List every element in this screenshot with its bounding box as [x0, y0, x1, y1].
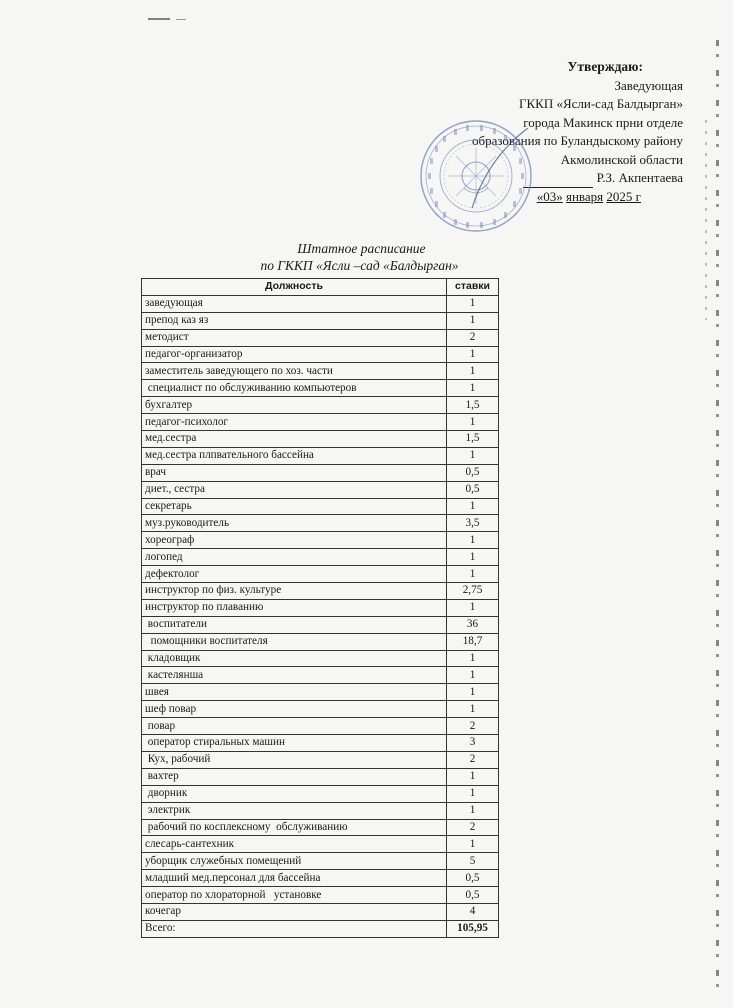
rate-cell: 18,7	[447, 633, 499, 650]
table-row	[142, 718, 499, 735]
rate-cell: 0,5	[447, 464, 499, 481]
table-row	[142, 464, 499, 481]
position-cell: логопед	[142, 549, 447, 566]
table-row	[142, 329, 499, 346]
position-cell: врач	[142, 464, 447, 481]
rate-cell: 2	[447, 751, 499, 768]
scan-edge-artifact	[716, 40, 719, 1000]
position-cell: оператор стиральных машин	[142, 735, 447, 752]
position-cell: слесарь-сантехник	[142, 836, 447, 853]
position-cell: помощники воспитателя	[142, 633, 447, 650]
rate-cell: 1	[447, 380, 499, 397]
position-cell: педагог-психолог	[142, 414, 447, 431]
position-cell: шеф повар	[142, 701, 447, 718]
rate-cell: 0,5	[447, 481, 499, 498]
position-cell: заместитель заведующего по хоз. части	[142, 363, 447, 380]
table-row	[142, 887, 499, 904]
total-value: 105,95	[447, 920, 499, 937]
date-year: 2025 г	[606, 188, 641, 204]
rate-cell: 1	[447, 498, 499, 515]
table-row	[142, 633, 499, 650]
table-row	[142, 346, 499, 363]
approval-signer: Р.З. Акпентаева	[596, 170, 683, 185]
rate-cell: 1	[447, 667, 499, 684]
rate-cell: 1,5	[447, 431, 499, 448]
rate-cell: 2	[447, 718, 499, 735]
position-cell: швея	[142, 684, 447, 701]
table-body	[142, 295, 499, 937]
position-cell: кочегар	[142, 903, 447, 920]
position-cell: дворник	[142, 785, 447, 802]
title-line-2: по ГККП «Ясли –сад «Балдырган»	[260, 258, 459, 273]
table-row	[142, 870, 499, 887]
rate-cell: 3	[447, 735, 499, 752]
rate-cell: 1	[447, 363, 499, 380]
rate-cell: 5	[447, 853, 499, 870]
position-cell: мед.сестра	[142, 431, 447, 448]
date-month: января	[566, 188, 604, 204]
rate-cell: 2,75	[447, 583, 499, 600]
rate-cell: 1	[447, 701, 499, 718]
table-row	[142, 515, 499, 532]
table-row	[142, 397, 499, 414]
rate-cell: 1	[447, 768, 499, 785]
position-cell: мед.сестра плпвательного бассейна	[142, 447, 447, 464]
table-row	[142, 684, 499, 701]
table-row	[142, 667, 499, 684]
table-row	[142, 836, 499, 853]
total-row	[142, 920, 499, 937]
approval-org: ГККП «Ясли-сад Балдырган»	[518, 96, 683, 111]
date-day: «03»	[536, 188, 563, 204]
position-cell: электрик	[142, 802, 447, 819]
position-cell: хореограф	[142, 532, 447, 549]
rate-cell: 2	[447, 329, 499, 346]
position-cell: специалист по обслуживанию компьютеров	[142, 380, 447, 397]
table-row	[142, 566, 499, 583]
position-cell: педагог-организатор	[142, 346, 447, 363]
staff-table	[141, 278, 499, 938]
position-cell: кладовщик	[142, 650, 447, 667]
position-cell: инструктор по плаванию	[142, 599, 447, 616]
approval-role: Заведующая	[614, 77, 683, 93]
table-row	[142, 380, 499, 397]
rate-cell: 1	[447, 346, 499, 363]
table-row	[142, 819, 499, 836]
table-row	[142, 414, 499, 431]
scan-mark	[176, 19, 186, 20]
rate-cell: 1	[447, 549, 499, 566]
rate-cell: 1	[447, 802, 499, 819]
approval-region: Акмолинской области	[560, 151, 683, 167]
total-label: Всего:	[142, 920, 447, 937]
rate-cell: 3,5	[447, 515, 499, 532]
rate-cell: 1,5	[447, 397, 499, 414]
position-cell: препод каз яз	[142, 312, 447, 329]
rate-cell: 1	[447, 684, 499, 701]
position-cell: кастелянша	[142, 667, 447, 684]
table-row	[142, 295, 499, 312]
position-cell: диет., сестра	[142, 481, 447, 498]
table-row	[142, 785, 499, 802]
position-cell: Кух, рабочий	[142, 751, 447, 768]
rate-cell: 1	[447, 312, 499, 329]
position-cell: рабочий по косплексному обслуживанию	[142, 819, 447, 836]
approval-heading: Утверждаю:	[567, 59, 643, 74]
position-cell: методист	[142, 329, 447, 346]
table-row	[142, 853, 499, 870]
table-row	[142, 583, 499, 600]
rate-cell: 1	[447, 447, 499, 464]
table-row	[142, 599, 499, 616]
position-cell: младший мед.персонал для бассейна	[142, 870, 447, 887]
rate-cell: 1	[447, 532, 499, 549]
table-row	[142, 549, 499, 566]
position-cell: оператор по хлораторной установке	[142, 887, 447, 904]
header-rate: ставки	[447, 279, 499, 296]
approval-dept: города Макинск прни отделе	[523, 114, 683, 130]
table-row	[142, 701, 499, 718]
rate-cell: 0,5	[447, 887, 499, 904]
position-cell: уборщик служебных помещений	[142, 853, 447, 870]
rate-cell: 1	[447, 836, 499, 853]
rate-cell: 1	[447, 650, 499, 667]
rate-cell: 1	[447, 414, 499, 431]
table-row	[142, 312, 499, 329]
table-row	[142, 768, 499, 785]
rate-cell: 36	[447, 616, 499, 633]
scan-mark	[148, 18, 170, 20]
document-title	[0, 240, 733, 274]
scan-edge-artifact	[705, 120, 707, 320]
position-cell: заведующая	[142, 295, 447, 312]
table-row	[142, 650, 499, 667]
position-cell: дефектолог	[142, 566, 447, 583]
table-row	[142, 751, 499, 768]
position-cell: повар	[142, 718, 447, 735]
table-row	[142, 903, 499, 920]
position-cell: секретарь	[142, 498, 447, 515]
position-cell: воспитатели	[142, 616, 447, 633]
table-header-row	[142, 279, 499, 296]
table-row	[142, 481, 499, 498]
table-row	[142, 616, 499, 633]
table-row	[142, 498, 499, 515]
table-row	[142, 735, 499, 752]
table-row	[142, 802, 499, 819]
rate-cell: 1	[447, 295, 499, 312]
rate-cell: 2	[447, 819, 499, 836]
rate-cell: 1	[447, 566, 499, 583]
rate-cell: 1	[447, 599, 499, 616]
rate-cell: 0,5	[447, 870, 499, 887]
position-cell: муз.руководитель	[142, 515, 447, 532]
approval-dept2: образования по Буландыскому району	[471, 133, 683, 148]
table-row	[142, 363, 499, 380]
position-cell: вахтер	[142, 768, 447, 785]
table-row	[142, 447, 499, 464]
rate-cell: 4	[447, 903, 499, 920]
position-cell: бухгалтер	[142, 397, 447, 414]
table-row	[142, 532, 499, 549]
position-cell: инструктор по физ. культуре	[142, 583, 447, 600]
title-line-1: Штатное расписание	[297, 241, 426, 256]
rate-cell: 1	[447, 785, 499, 802]
header-position: Должность	[142, 279, 447, 296]
table-row	[142, 431, 499, 448]
official-seal-icon	[418, 118, 534, 234]
